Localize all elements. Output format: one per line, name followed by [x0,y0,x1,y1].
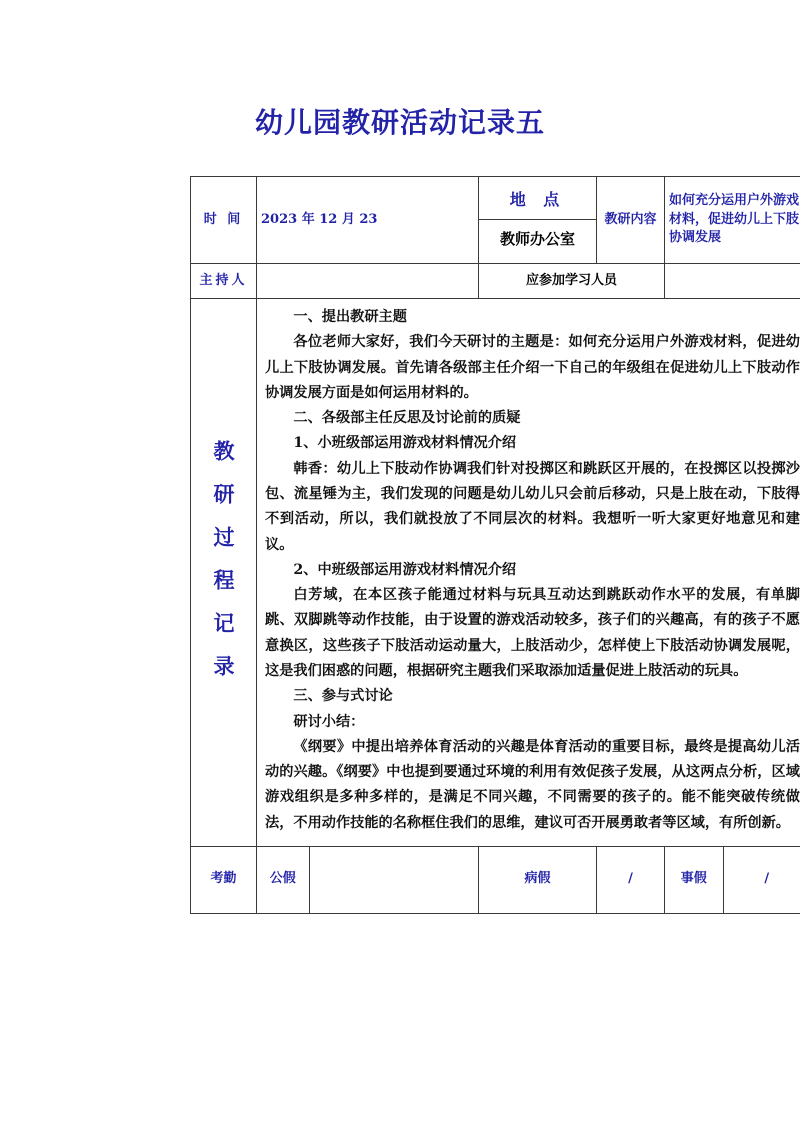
host-label: 主持人 [191,264,257,299]
process-paragraph: 《纲要》中提出培养体育活动的兴趣是体育活动的重要目标，最终是提高幼儿活动的兴趣。《纲要》中也提到要通过环境的利用有效促孩子发展，从这两点分析，区域游戏组织是多种多样的，是满足不同兴趣，不同需要的孩子的。能不能突破传统做法，不用动作技能的名称框住我们的思维，建议可否开展勇敢者等区域，有所创新。 [265,738,800,831]
attendees-value [665,264,800,299]
process-body-cell [257,299,800,847]
attendees-label: 应参加学习人员 [479,264,665,299]
process-paragraph: 白芳域，在本区孩子能通过材料与玩具互动达到跳跃动作水平的发展，有单脚跳、双脚跳等动作技能，由于设置的游戏活动较多，孩子们的兴趣高，有的孩子不愿意换区，这些孩子下肢活动运动量大，上肢活动少，怎样使上下肢活动协调发展呢，这是我们困惑的问题，根据研究主题我们采取添加适量促进上肢活动的玩具。 [265,587,800,679]
table-row-attendance [191,846,800,913]
process-paragraph: 1、小班级部运用游戏材料情况介绍 [293,435,517,452]
personal-leave-label: 事假 [665,847,723,913]
table-row-host [191,264,800,299]
place-label: 地 点 [479,180,596,220]
time-value: 2023 年 12 月 23 [257,177,479,264]
time-label: 时 间 [191,177,257,264]
sick-leave-label: 病假 [479,846,597,913]
process-paragraph: 二、各级部主任反思及讨论前的质疑 [293,410,521,427]
process-paragraph: 三、参与式讨论 [293,688,393,705]
personal-leave-value: / [764,871,770,887]
process-paragraph: 一、提出教研主题 [293,309,407,325]
page-title: 幼儿园教研活动记录五 [254,106,545,139]
topic-value: 如何充分运用户外游戏材料，促进幼儿上下肢协调发展 [665,177,800,264]
official-leave-label: 公假 [257,847,309,913]
sick-leave-value: / [597,846,665,913]
table-row-process [191,299,800,847]
attendance-official-group [257,846,479,913]
official-leave-value [309,847,478,913]
attendance-label: 考勤 [191,846,257,913]
attendance-personal-group [665,846,800,913]
place-cell [479,177,597,264]
process-paragraph: 2、中班级部运用游戏材料情况介绍 [293,561,517,578]
table-row-time [191,177,800,264]
topic-label: 教研内容 [597,177,665,264]
place-value: 教师办公室 [499,230,575,249]
meeting-record-table [190,176,800,914]
process-vertical-label-cell [191,299,257,847]
host-value [257,264,479,299]
process-body-text [265,305,800,836]
process-paragraph: 研讨小结： [293,713,365,730]
process-paragraph: 韩香：幼儿上下肢动作协调我们针对投掷区和跳跃区开展的，在投掷区以投掷沙包、流星锤为主，我们发现的问题是幼儿幼儿只会前后移动，只是上肢在动，下肢得不到活动，所以，我们就投放了不同层次的材料。我想听一听大家更好地意见和建议。 [265,460,800,553]
process-paragraph: 各位老师大家好，我们今天研讨的主题是：如何充分运用户外游戏材料，促进幼儿上下肢协调发展。首先请各级部主任介绍一下自己的年级组在促进幼儿上下肢动作协调发展方面是如何运用材料的。 [265,334,800,401]
process-vertical-label: 教研过程记录 [211,440,236,699]
